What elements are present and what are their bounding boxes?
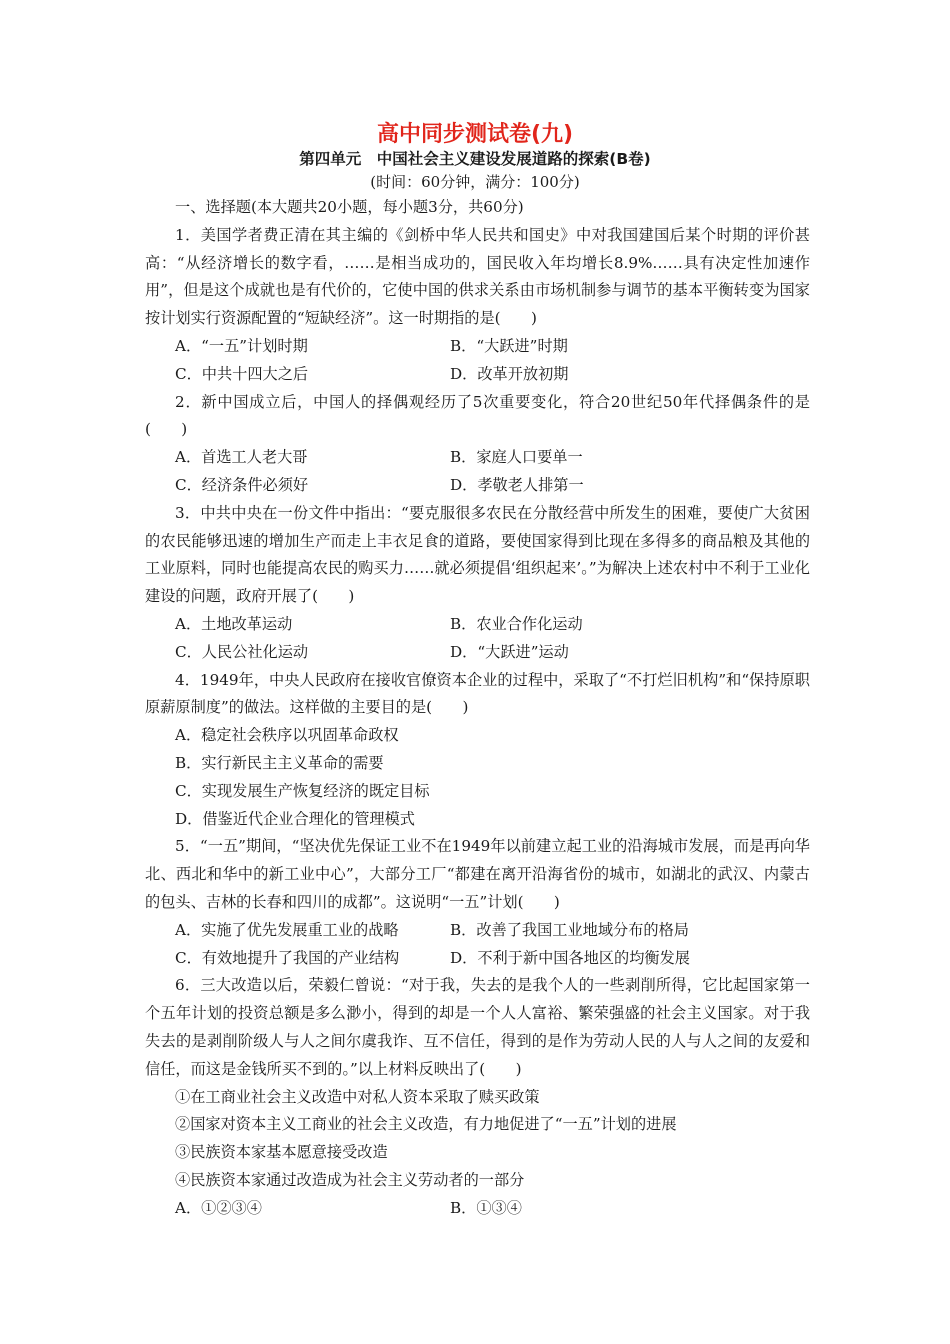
question-2-stem: 2．新中国成立后，中国人的择偶观经历了5次重要变化，符合20世纪50年代择偶条件的是( ) [145, 392, 810, 439]
question-1-option-a: A．“一五”计划时期 [175, 336, 308, 355]
unit-subtitle: 第四单元 中国社会主义建设发展道路的探索(B卷) [299, 150, 651, 168]
question-4-option-d: D．借鉴近代企业合理化的管理模式 [175, 809, 415, 828]
question-4-stem: 4．1949年，中央人民政府在接收官僚资本企业的过程中，采取了“不打烂旧机构”和“保持原职原薪原制度”的做法。这样做的主要目的是( ) [145, 670, 810, 717]
question-3-option-a: A．土地改革运动 [175, 614, 293, 633]
question-6-item-3: ③民族资本家基本愿意接受改造 [175, 1143, 388, 1162]
question-1-option-c: C．中共十四大之后 [175, 364, 309, 383]
section-heading: 一、选择题(本大题共20小题，每小题3分，共60分) [175, 198, 524, 216]
question-6-item-2: ②国家对资本主义工商业的社会主义改造，有力地促进了“一五”计划的进展 [175, 1115, 677, 1134]
question-3-options-row-2 [145, 639, 810, 667]
question-5-option-d: D．不利于新中国各地区的均衡发展 [450, 948, 690, 967]
question-1-options-row-2 [145, 361, 810, 389]
question-6-item-1: ①在工商业社会主义改造中对私人资本采取了赎买政策 [175, 1087, 540, 1106]
question-1-options-row-1 [145, 333, 810, 361]
question-2-option-b: B．家庭人口要单一 [450, 448, 583, 467]
question-6-option-b: B．①③④ [450, 1198, 522, 1217]
question-3-stem: 3．中共中央在一份文件中指出：“要克服很多农民在分散经营中所发生的困难，要使广大贫困的农民能够迅速的增加生产而走上丰衣足食的道路，要使国家得到比现在多得多的商品粮及其他的工业原料，同时也能提高农民的购买力……就必须提倡‘组织起来’。”为解决上述农村中不利于工业化建设的问题，政府开展了( ) [145, 503, 810, 606]
question-3-options-row-1 [145, 611, 810, 639]
question-1-option-b: B．“大跃进”时期 [450, 336, 568, 355]
question-5-option-a: A．实施了优先发展重工业的战略 [175, 920, 399, 939]
question-3-option-b: B．农业合作化运动 [450, 614, 583, 633]
question-6-item-4: ④民族资本家通过改造成为社会主义劳动者的一部分 [175, 1170, 525, 1189]
question-2-option-a: A．首选工人老大哥 [175, 448, 308, 467]
question-6-option-a: A．①②③④ [175, 1198, 262, 1217]
question-5-options-row-2 [145, 945, 810, 973]
question-5-stem: 5．“一五”期间，“坚决优先保证工业不在1949年以前建立起工业的沿海城市发展，而是再向华北、西北和华中的新工业中心”，大部分工厂“都建在离开沿海省份的城市，如湖北的武汉、内蒙古的包头、吉林的长春和四川的成都”。这说明“一五”计划( ) [145, 837, 810, 911]
question-5-options-row-1 [145, 917, 810, 945]
question-5-option-b: B．改善了我国工业地域分布的格局 [450, 920, 689, 939]
question-4-option-a: A．稳定社会秩序以巩固革命政权 [175, 726, 399, 745]
question-3-option-d: D．“大跃进”运动 [450, 642, 569, 661]
question-1-stem: 1．美国学者费正清在其主编的《剑桥中华人民共和国史》中对我国建国后某个时期的评价甚高：“从经济增长的数字看，……是相当成功的，国民收入年均增长8.9%……具有决定性加速作用”，但是这个成就也是有代价的，它使中国的供求关系由市场机制参与调节的基本平衡转变为国家按计划实行资源配置的“短缺经济”。这一时期指的是( ) [145, 225, 810, 328]
exam-content [145, 194, 810, 1222]
question-3-option-c: C．人民公社化运动 [175, 642, 309, 661]
question-2-option-d: D．孝敬老人排第一 [450, 475, 584, 494]
question-6-options-row-1 [145, 1195, 810, 1223]
question-6-stem: 6．三大改造以后，荣毅仁曾说：“对于我，失去的是我个人的一些剥削所得，它比起国家第一个五年计划的投资总额是多么渺小，得到的却是一个人人富裕、繁荣强盛的社会主义国家。对于我失去的是剥削阶级人与人之间尔虞我诈、互不信任，得到的是作为劳动人民的人与人之间的友爱和信任，而这是金钱所买不到的。”以上材料反映出了( ) [145, 976, 810, 1078]
question-2-option-c: C．经济条件必须好 [175, 475, 309, 494]
exam-meta: (时间：60分钟，满分：100分) [370, 173, 580, 191]
question-4-option-b: B．实行新民主主义革命的需要 [175, 753, 384, 772]
question-1-option-d: D．改革开放初期 [450, 364, 569, 383]
question-2-options-row-2 [145, 472, 810, 500]
question-4-option-c: C．实现发展生产恢复经济的既定目标 [175, 781, 430, 800]
question-2-options-row-1 [145, 444, 810, 472]
question-5-option-c: C．有效地提升了我国的产业结构 [175, 948, 400, 967]
exam-title: 高中同步测试卷(九) [376, 122, 574, 147]
